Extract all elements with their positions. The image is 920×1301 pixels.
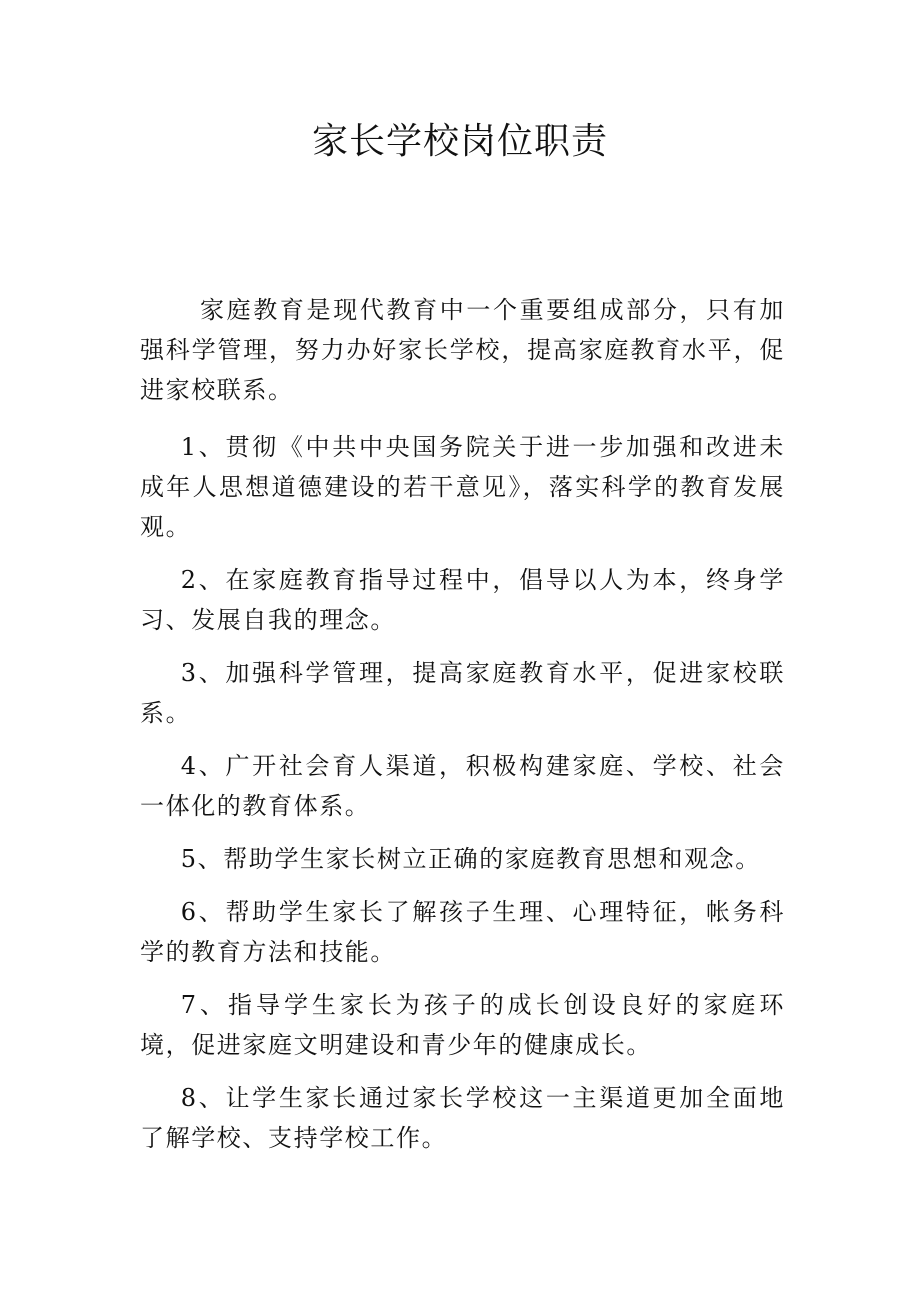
duty-item-6: 6、帮助学生家长了解孩子生理、心理特征，帐务科学的教育方法和技能。 (140, 898, 785, 966)
document-body (140, 290, 785, 1171)
document-title: 家长学校岗位职责 (311, 121, 608, 162)
duty-item-3: 3、加强科学管理，提高家庭教育水平，促进家校联系。 (140, 659, 785, 727)
duty-item-8: 8、让学生家长通过家长学校这一主渠道更加全面地了解学校、支持学校工作。 (140, 1084, 785, 1152)
intro-paragraph: 家庭教育是现代教育中一个重要组成部分，只有加强科学管理，努力办好家长学校，提高家庭教育水平，促进家校联系。 (140, 296, 785, 404)
duty-item-4: 4、广开社会育人渠道，积极构建家庭、学校、社会一体化的教育体系。 (140, 752, 785, 820)
duty-item-2: 2、在家庭教育指导过程中，倡导以人为本，终身学习、发展自我的理念。 (140, 566, 785, 634)
duty-item-5: 5、帮助学生家长树立正确的家庭教育思想和观念。 (180, 845, 761, 873)
duty-item-7: 7、指导学生家长为孩子的成长创设良好的家庭环境，促进家庭文明建设和青少年的健康成长。 (140, 991, 785, 1059)
duty-item-1: 1、贯彻《中共中央国务院关于进一步加强和改进未成年人思想道德建设的若干意见》，落实科学的教育发展观。 (140, 433, 785, 541)
